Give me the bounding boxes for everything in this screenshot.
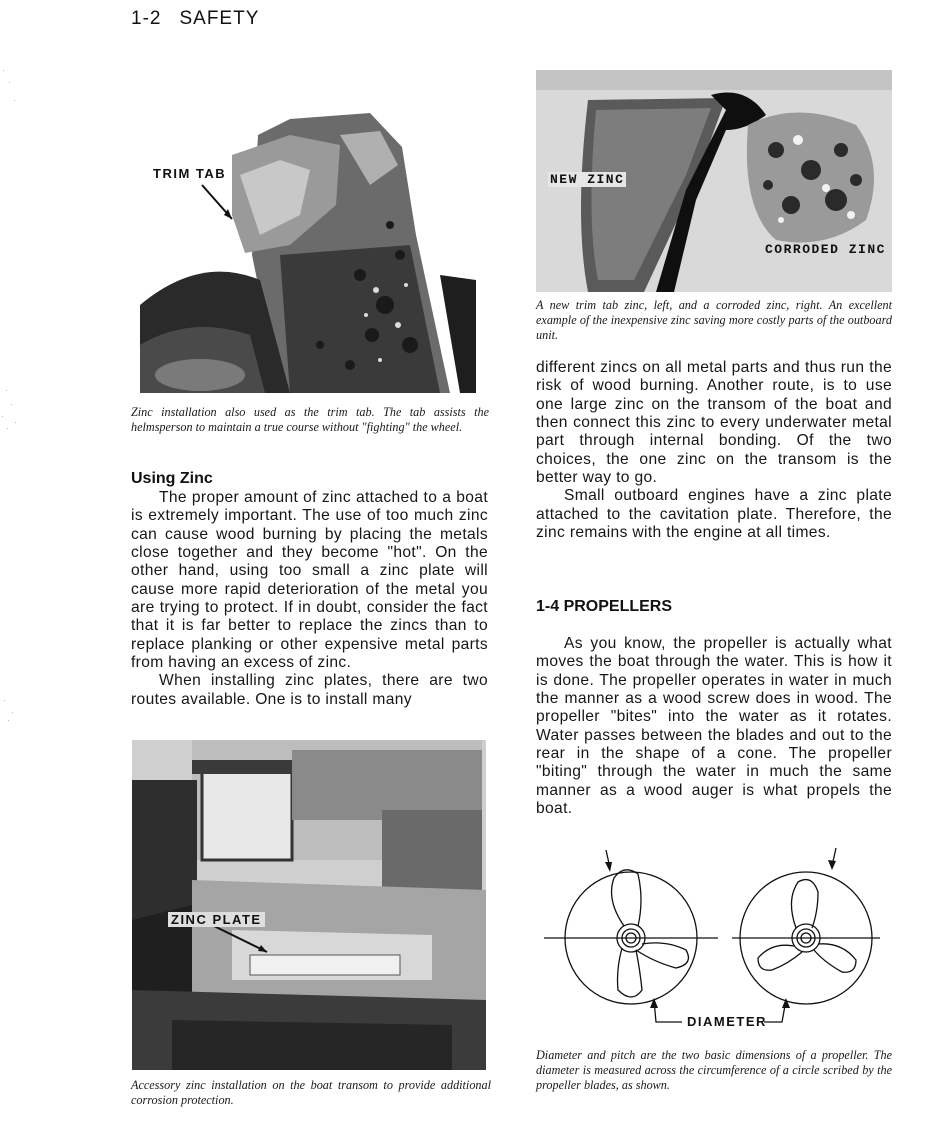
caption-trim-tab: Zinc installation also used as the trim tab. The tab assists the helmsperson to maintain a true course without "fighting" the wheel. [131, 405, 489, 435]
paragraph: As you know, the propeller is actually what moves the boat through the water. This is how it is done. The propeller operates in water in much the manner as a wood screw does in wood. The propeller "bites" into the water as it rotates. Water passes between the blades and out to the rear in the shape of a cone. The propeller "biting" through the water in much the same manner as a wood auger is what propels the boat. [536, 635, 892, 818]
paragraph: The proper amount of zinc attached to a boat is extremely important. The use of too much zinc can cause wood burning by placing the metals close together and they become "hot". On the other hand, using too small a zinc plate will cause more rapid deterioration of the metal you are trying to protect. If in doubt, consider the fact that it is far better to replace the zincs than to replace planking or other expensive metal parts from having an excess of zinc. [131, 489, 488, 672]
corroded-zinc-label: CORRODED ZINC [765, 242, 886, 257]
heading-propellers: 1-4 PROPELLERS [536, 598, 673, 615]
caption-zincs: A new trim tab zinc, left, and a corroded zinc, right. An excellent example of the inexpensive zinc saving more costly parts of the outboard unit. [536, 298, 892, 343]
propeller-diameter-diagram [536, 840, 896, 1040]
page-number: 1-2 [131, 8, 162, 29]
propellers-text [536, 635, 892, 818]
caption-transom: Accessory zinc installation on the boat transom to provide additional corrosion protection. [131, 1078, 491, 1108]
caption-diagram: Diameter and pitch are the two basic dimensions of a propeller. The diameter is measured across the circumference of a circle scribed by the propeller blades, as shown. [536, 1048, 892, 1093]
page-title: SAFETY [179, 8, 260, 29]
paragraph: When installing zinc plates, there are two routes available. One is to install many [131, 672, 488, 708]
zinc-plate-label: ZINC PLATE [168, 912, 265, 927]
trim-tab-photo [140, 105, 476, 393]
new-zinc-label: NEW ZINC [550, 172, 625, 187]
heading-using-zinc: Using Zinc [131, 470, 213, 487]
page-header [131, 8, 277, 30]
trim-tab-label: TRIM TAB [153, 166, 227, 181]
using-zinc-text [131, 489, 488, 709]
paragraph: different zincs on all metal parts and thus run the risk of wood burning. Another route, is to use one large zinc on the transom of the boat and then connect this zinc to every underwater metal part through internal bonding. Of the two choices, the one zinc on the transom is the better way to go. [536, 359, 892, 487]
zinc-continued-text [536, 359, 892, 542]
diameter-label: DIAMETER [687, 1014, 767, 1029]
transom-photo [132, 740, 486, 1070]
zincs-photo [536, 70, 892, 292]
paragraph: Small outboard engines have a zinc plate attached to the cavitation plate. Therefore, the zinc remains with the engine at all times. [536, 487, 892, 542]
scan-speckle-margin [0, 60, 20, 760]
